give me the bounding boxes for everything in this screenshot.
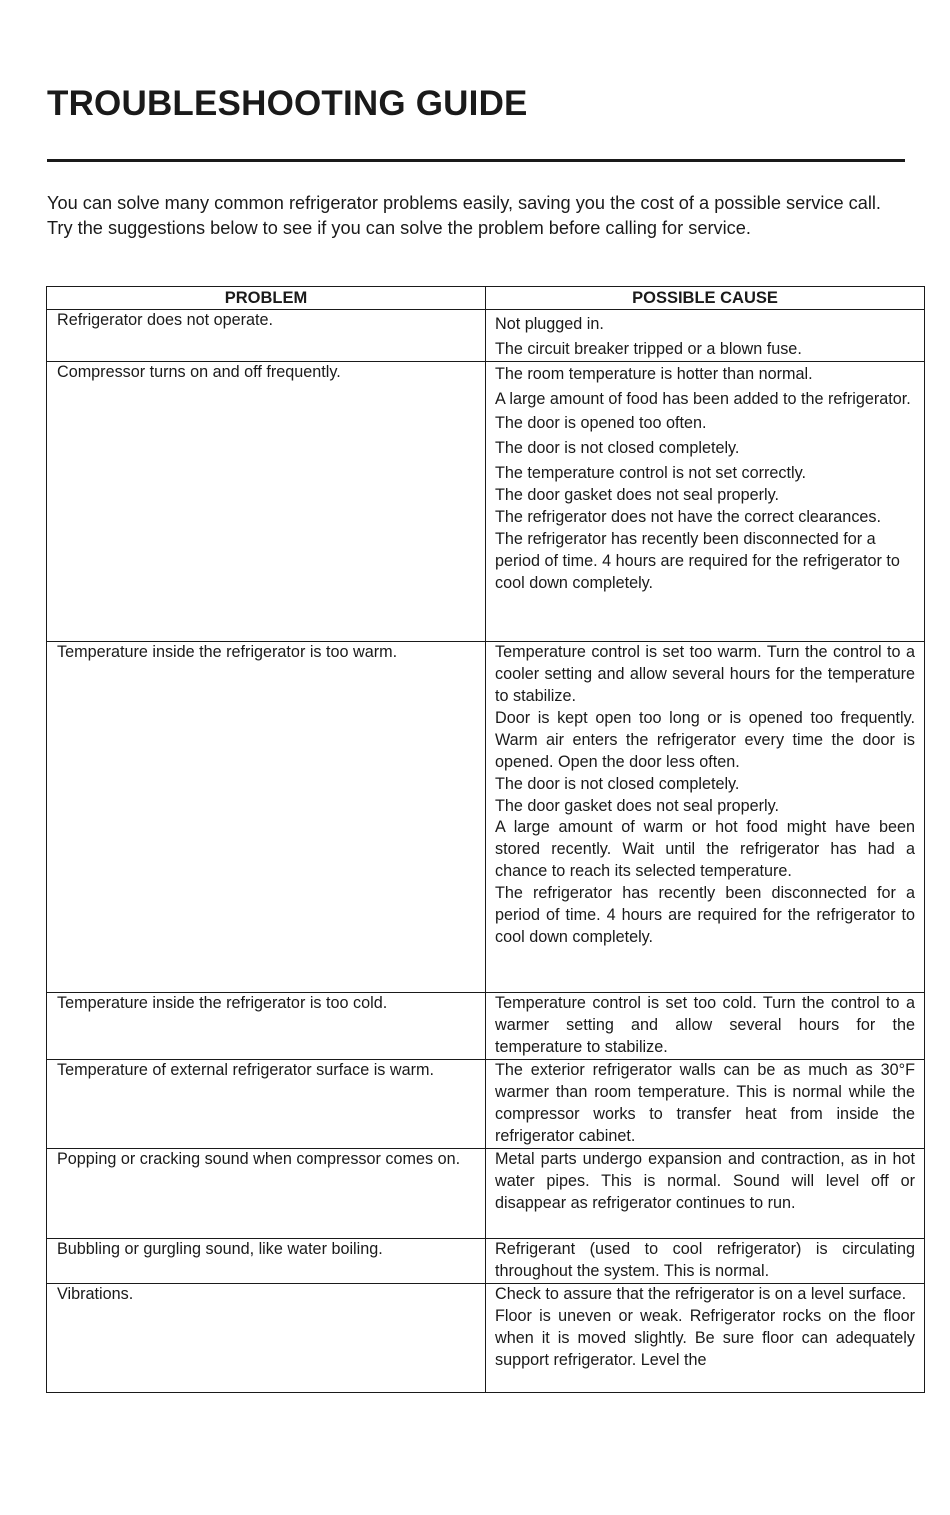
table-row: [47, 1149, 925, 1239]
cause-text: Temperature control is set too cold. Turn the control to a warmer setting and allow several hours for the temperature to stabilize.: [495, 994, 915, 1056]
title-divider: [47, 159, 905, 162]
table-row: [47, 993, 925, 1060]
table-header-row: [47, 287, 925, 310]
cause-cell: [486, 1149, 925, 1239]
cause-text: The room temperature is hotter than normal.: [495, 365, 813, 384]
cause-cell: [486, 1239, 925, 1284]
problem-cell: Temperature of external refrigerator surface is warm.: [47, 1060, 486, 1149]
table-row: [47, 310, 925, 362]
cause-text: Not plugged in.: [495, 315, 604, 333]
page-title: TROUBLESHOOTING GUIDE: [47, 84, 528, 123]
cause-cell: [486, 1284, 925, 1393]
cause-cell: [486, 362, 925, 642]
problem-cell: Compressor turns on and off frequently.: [47, 362, 486, 642]
cause-text: The temperature control is not set correctly.: [495, 463, 806, 482]
cause-text: The door is opened too often.: [495, 414, 707, 433]
cause-text: A large amount of food has been added to the refrigerator.: [495, 389, 911, 408]
problem-column-header: PROBLEM: [47, 287, 486, 310]
cause-text: Door is kept open too long or is opened too frequently. Warm air enters the refrigerator every time the door is opened. Open the door less often.: [495, 708, 915, 771]
cause-text: The exterior refrigerator walls can be as much as 30°F warmer than room temperature. This is normal while the compressor works to transfer heat from inside the refrigerator cabinet.: [495, 1061, 915, 1145]
cause-text: The door is not closed completely.: [495, 774, 740, 793]
cause-column-header: POSSIBLE CAUSE: [486, 287, 925, 310]
cause-text: The refrigerator does not have the correct clearances.: [495, 508, 882, 527]
cause-text: Metal parts undergo expansion and contraction, as in hot water pipes. This is normal. Sound will level off or disappear as refrigerator continues to run.: [495, 1150, 915, 1212]
table-row: [47, 1239, 925, 1284]
intro-paragraph: You can solve many common refrigerator problems easily, saving you the cost of a possible service call. Try the suggestions below to see if you can solve the problem before calling for service.: [47, 193, 881, 238]
cause-text: A large amount of warm or hot food might have been stored recently. Wait until the refrigerator has had a chance to reach its selected temperature.: [495, 818, 915, 881]
cause-cell: [486, 642, 925, 993]
cause-cell: [486, 310, 925, 362]
cause-text: The refrigerator has recently been disconnected for a period of time. 4 hours are required for the refrigerator to cool down completely.: [495, 529, 900, 592]
table-row: [47, 642, 925, 993]
problem-cell: Refrigerator does not operate.: [47, 310, 486, 362]
cause-text: Temperature control is set too warm. Turn the control to a cooler setting and allow several hours for the temperature to stabilize.: [495, 643, 915, 705]
cause-cell: [486, 1060, 925, 1149]
cause-text: Floor is uneven or weak. Refrigerator rocks on the floor when it is moved slightly. Be sure floor can adequately support refrigerator. Level the: [495, 1307, 915, 1369]
cause-text: Refrigerant (used to cool refrigerator) is circulating throughout the system. This is normal.: [495, 1240, 915, 1281]
problem-cell: Popping or cracking sound when compressor comes on.: [47, 1149, 486, 1239]
problem-cell: Temperature inside the refrigerator is too warm.: [47, 642, 486, 993]
cause-cell: [486, 993, 925, 1060]
problem-cell: Bubbling or gurgling sound, like water boiling.: [47, 1239, 486, 1284]
table-row: [47, 362, 925, 642]
problem-cell: Vibrations.: [47, 1284, 486, 1393]
problem-cell: Temperature inside the refrigerator is too cold.: [47, 993, 486, 1060]
cause-text: The door is not closed completely.: [495, 438, 740, 457]
table-row: [47, 1060, 925, 1149]
cause-text: The circuit breaker tripped or a blown fuse.: [495, 339, 802, 358]
cause-text: Check to assure that the refrigerator is on a level surface.: [495, 1285, 907, 1304]
cause-text: The door gasket does not seal properly.: [495, 486, 780, 505]
cause-text: The refrigerator has recently been disconnected for a period of time. 4 hours are required for the refrigerator to cool down completely.: [495, 884, 915, 946]
cause-text: The door gasket does not seal properly.: [495, 796, 780, 815]
troubleshooting-table: [46, 286, 925, 1393]
table-row: [47, 1284, 925, 1393]
